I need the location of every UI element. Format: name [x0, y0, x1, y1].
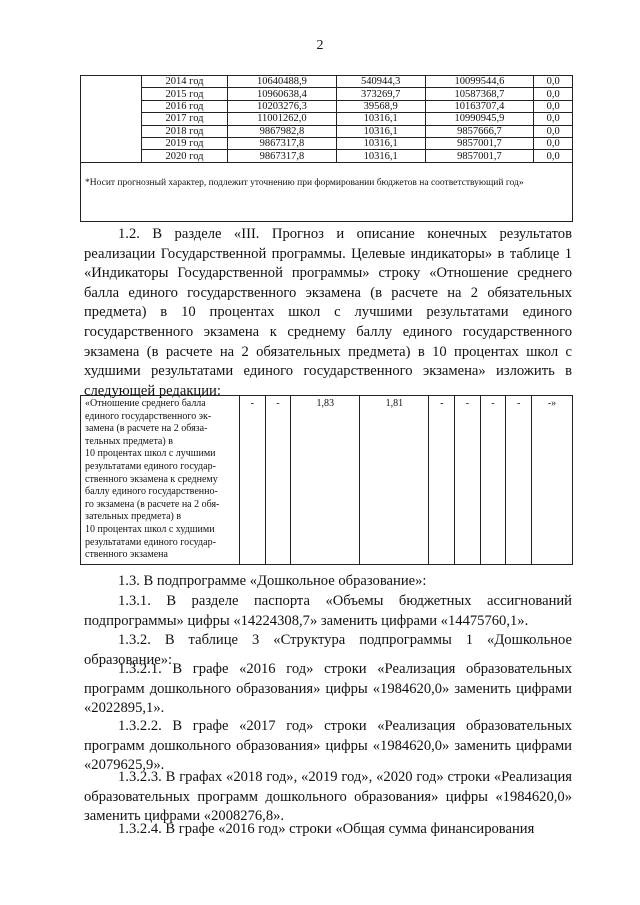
finance-row: [81, 100, 573, 112]
paragraph-1-3: 1.3. В подпрограмме «Дошкольное образование»:: [118, 573, 427, 589]
finance-cell: 0,0: [534, 100, 573, 112]
finance-cell: 10316,1: [336, 137, 425, 149]
finance-cell: 9867317,8: [228, 137, 337, 149]
finance-cell: 10316,1: [336, 125, 425, 137]
finance-cell: 540944,3: [336, 76, 425, 88]
finance-blank-cell: [81, 113, 142, 125]
indicator-label-line: единого государственного эк-: [85, 410, 212, 422]
finance-blank-cell: [81, 88, 142, 100]
finance-cell: 9857001,7: [425, 150, 534, 162]
indicator-label-line: тельных предмета) в: [85, 435, 173, 447]
finance-cell: 10587368,7: [425, 88, 534, 100]
indicator-label-line: «Отношение среднего балла: [85, 398, 206, 409]
finance-cell: 2015 год: [142, 88, 228, 100]
finance-row: [81, 88, 573, 100]
finance-cell: 0,0: [534, 88, 573, 100]
finance-cell: 2020 год: [142, 150, 228, 162]
finance-blank-cell: [81, 150, 142, 162]
finance-cell: 10990945,9: [425, 113, 534, 125]
paragraph-1-3-2-1: 1.3.2.1. В графе «2016 год» строки «Реализация образовательных программ дошкольного образования» цифры «1984620,0» заменить цифрами «2022895,1».: [84, 661, 572, 717]
finance-table: [80, 75, 573, 222]
indicator-label-line: 10 процентах школ с худшими: [85, 523, 215, 535]
finance-cell: 10163707,4: [425, 100, 534, 112]
paragraph-1-3-2: 1.3.2. В таблице 3 «Структура подпрограммы 1 «Дошкольное образование»:: [84, 632, 572, 668]
finance-cell: 0,0: [534, 76, 573, 88]
finance-row: [81, 76, 573, 88]
finance-blank-cell: [81, 125, 142, 137]
indicator-label: [81, 396, 240, 565]
paragraph-1-2: 1.2. В разделе «III. Прогноз и описание конечных результатов реализации Государственной программы. Целевые индикаторы» в таблице 1 «Индикаторы Государственной программы» строку «Отношение среднего балла единого государственного экзамена (в расчете на 2 обязательных предмета) в 10 процентах школ с лучшими результатами единого государственного экзамена к среднему баллу единого государственного экзамена (в расчете на 2 обязательных предмета) в 10 процентах школ с худшими результатами единого государственного экзамена» изложить в следующей редакции:: [84, 226, 572, 399]
finance-row: [81, 113, 573, 125]
indicator-label-line: результатами единого государ-: [85, 460, 216, 472]
finance-cell: 0,0: [534, 150, 573, 162]
indicator-label-line: ственного экзамена к среднему: [85, 473, 218, 485]
finance-row: [81, 125, 573, 137]
finance-row: [81, 137, 573, 149]
indicator-label-line: баллу единого государственно-: [85, 486, 218, 498]
finance-cell: 10640488,9: [228, 76, 337, 88]
finance-cell: 2018 год: [142, 125, 228, 137]
finance-footnote-row: [81, 162, 573, 221]
finance-cell: 10316,1: [336, 113, 425, 125]
paragraph-1-3-1: 1.3.1. В разделе паспорта «Объемы бюджетных ассигнований подпрограммы» цифры «14224308,7» заменить цифрами «14475760,1».: [84, 593, 572, 629]
finance-cell: 10099544,6: [425, 76, 534, 88]
finance-cell: 9867982,8: [228, 125, 337, 137]
indicator-value-cell: -: [429, 396, 455, 565]
finance-cell: 9857001,7: [425, 137, 534, 149]
finance-cell: 2017 год: [142, 113, 228, 125]
finance-cell: 39568,9: [336, 100, 425, 112]
finance-cell: 11001262,0: [228, 113, 337, 125]
indicator-value-cell: 1,81: [360, 396, 429, 565]
indicator-value-cell: -: [480, 396, 506, 565]
paragraph-1-3-2-4: 1.3.2.4. В графе «2016 год» строки «Общая сумма финансирования: [118, 821, 535, 837]
indicator-label-line: го экзамена (в расчете на 2 обя-: [85, 498, 220, 510]
finance-cell: 373269,7: [336, 88, 425, 100]
finance-row: [81, 150, 573, 162]
indicator-label-line: ственного экзамена: [85, 549, 168, 561]
finance-cell: 10203276,3: [228, 100, 337, 112]
finance-blank-cell: [81, 76, 142, 88]
finance-cell: 2014 год: [142, 76, 228, 88]
finance-cell: 10316,1: [336, 150, 425, 162]
indicator-value-cell: -»: [531, 396, 572, 565]
finance-cell: 10960638,4: [228, 88, 337, 100]
page-number: 2: [316, 38, 324, 53]
indicator-table: [80, 395, 573, 565]
indicator-label-line: зательных предмета) в: [85, 511, 182, 523]
indicator-value-cell: 1,83: [291, 396, 360, 565]
indicator-label-line: 10 процентах школ с лучшими: [85, 448, 216, 460]
finance-cell: 0,0: [534, 113, 573, 125]
indicator-label-line: замена (в расчете на 2 обяза-: [85, 423, 208, 435]
indicator-row: [81, 396, 573, 565]
finance-cell: 2016 год: [142, 100, 228, 112]
finance-cell: 9857666,7: [425, 125, 534, 137]
finance-cell: 2019 год: [142, 137, 228, 149]
finance-blank-cell: [81, 100, 142, 112]
indicator-value-cell: -: [265, 396, 291, 565]
finance-blank-cell: [81, 137, 142, 149]
indicator-label-line: результатами единого государ-: [85, 536, 216, 548]
paragraph-1-3-2-2: 1.3.2.2. В графе «2017 год» строки «Реализация образовательных программ дошкольного образования» цифры «1984620,0» заменить цифрами «2079625,9».: [84, 718, 572, 774]
finance-cell: 9867317,8: [228, 150, 337, 162]
indicator-value-cell: -: [455, 396, 481, 565]
finance-cell: 0,0: [534, 137, 573, 149]
finance-cell: 0,0: [534, 125, 573, 137]
finance-footnote: *Носит прогнозный характер, подлежит уточнению при формировании бюджетов на соответствующий год»: [81, 162, 573, 221]
paragraph-1-3-2-3: 1.3.2.3. В графах «2018 год», «2019 год», «2020 год» строки «Реализация образовательных программ дошкольного образования» цифры «1984620,0» заменить цифрами «2008276,8».: [84, 769, 572, 825]
indicator-value-cell: -: [240, 396, 266, 565]
indicator-value-cell: -: [506, 396, 532, 565]
